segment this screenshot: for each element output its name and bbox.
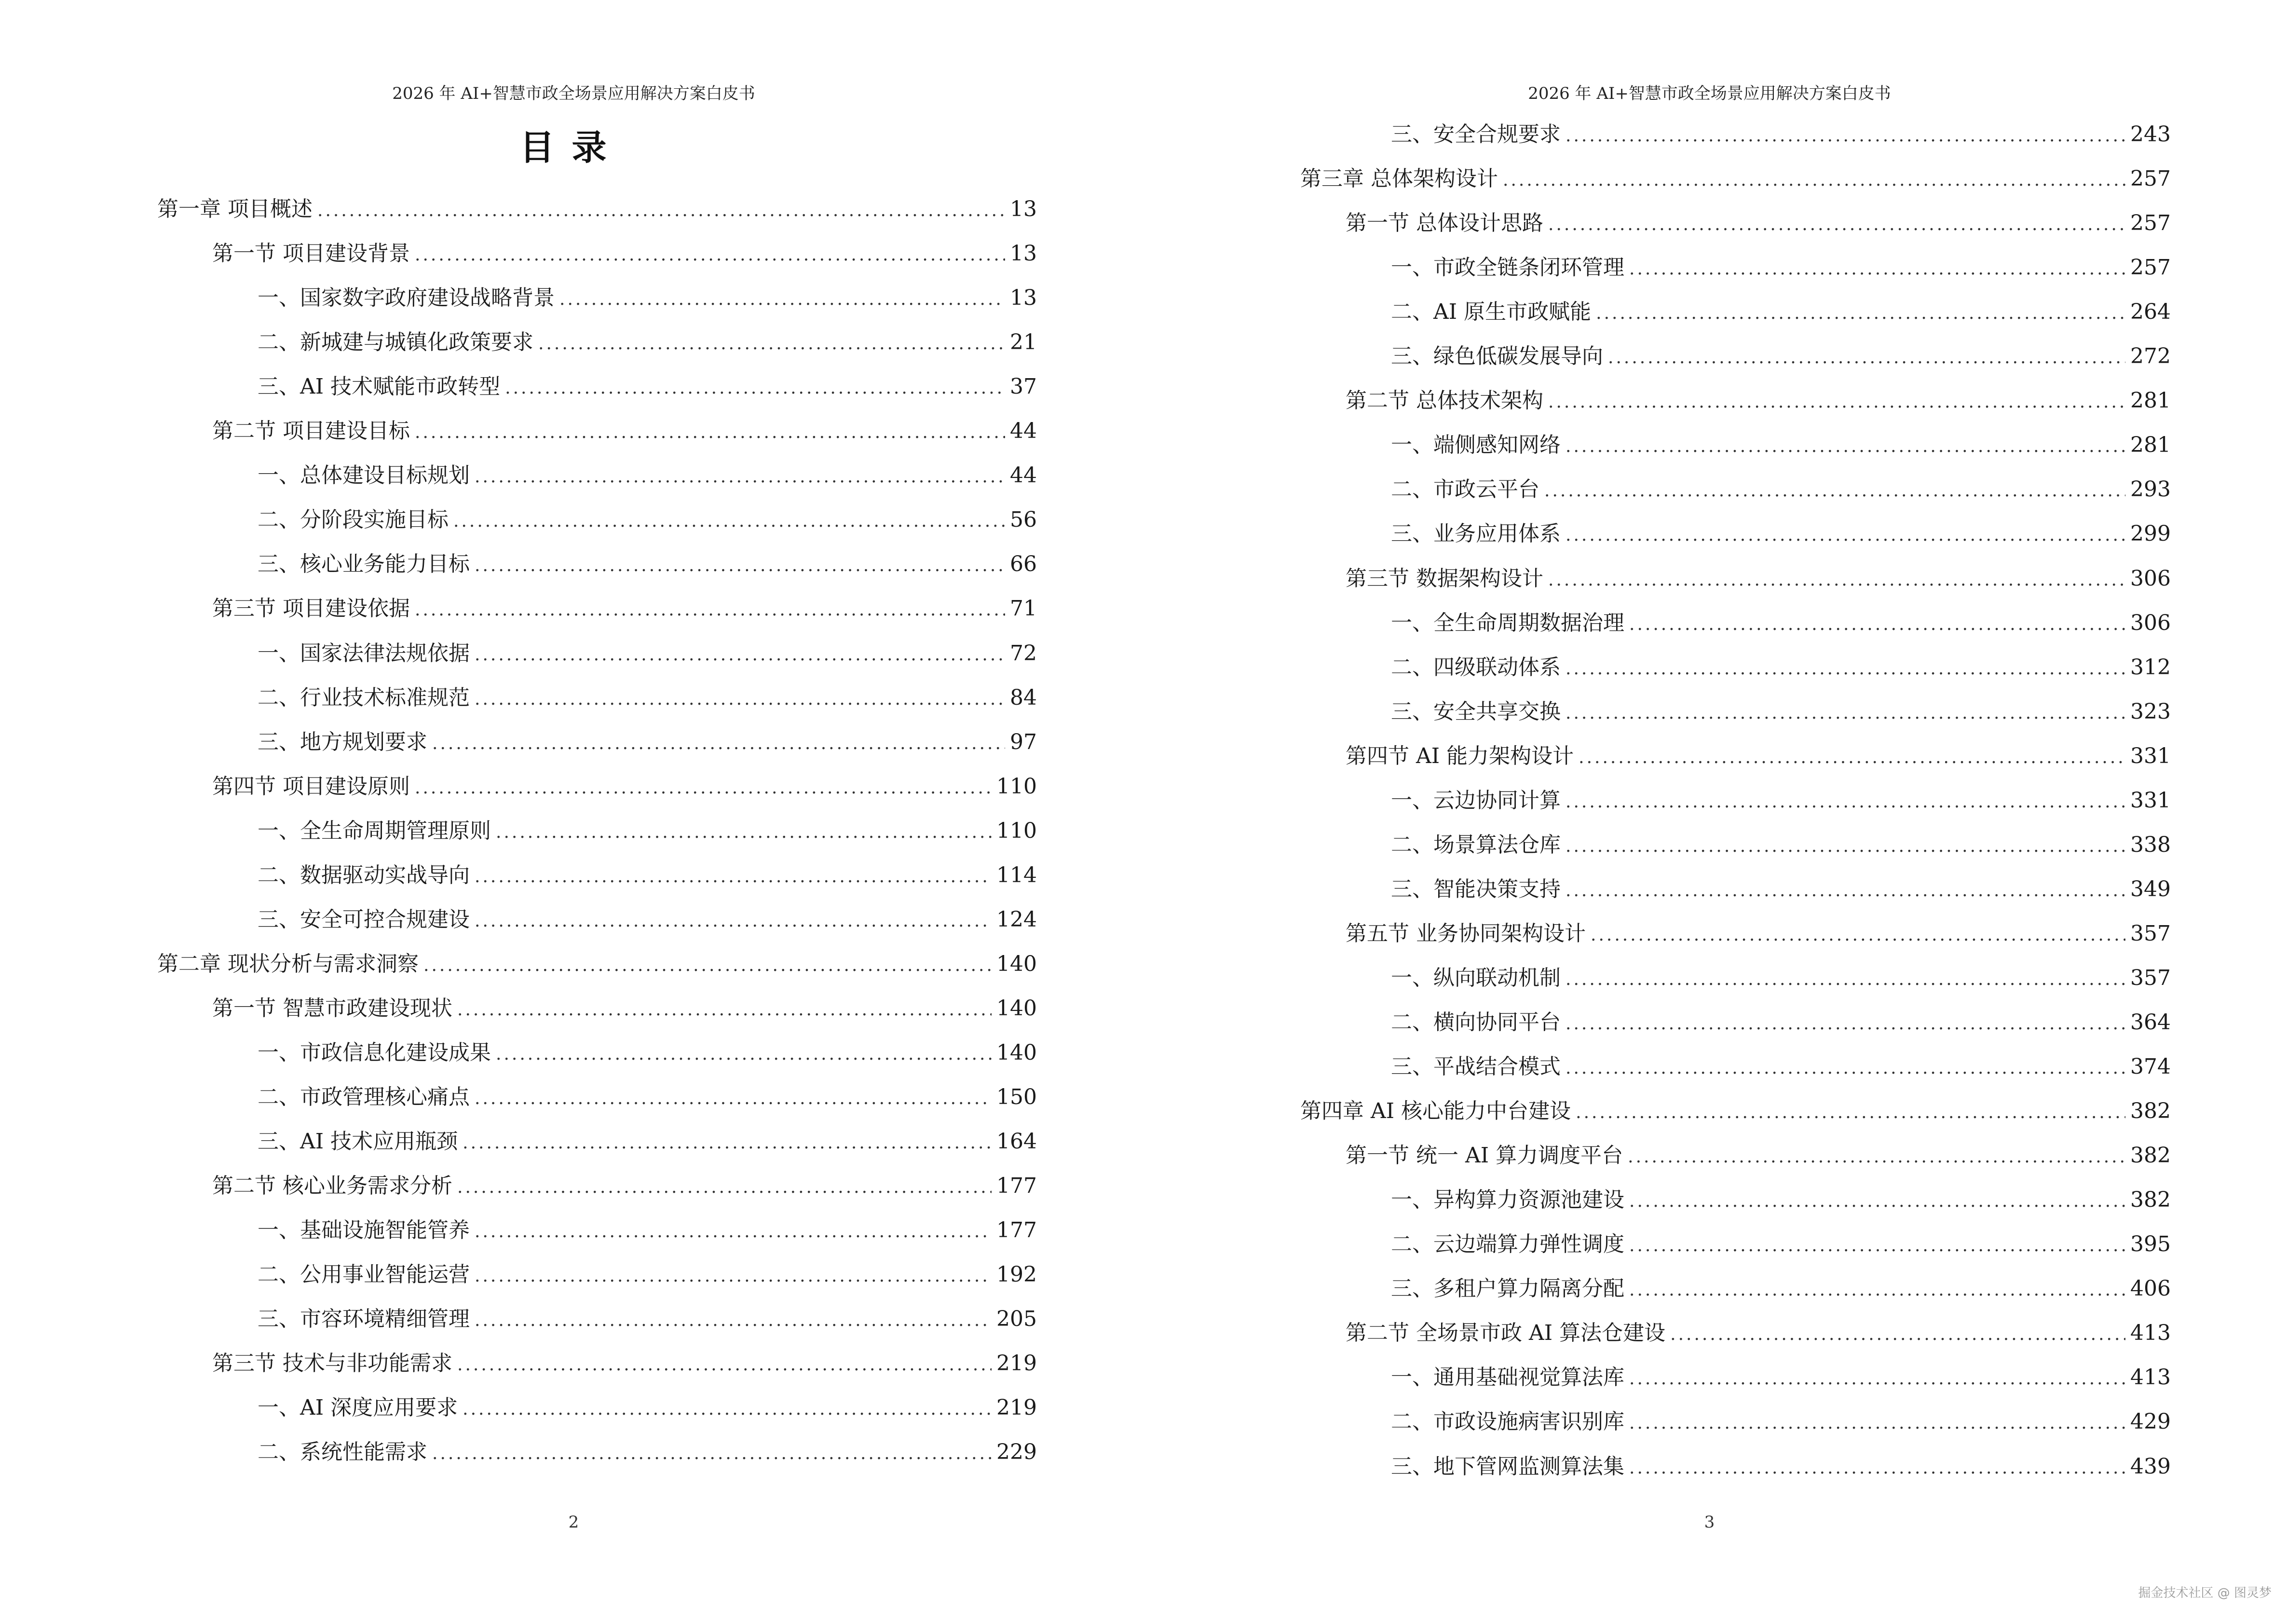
toc-leader-dots (1629, 254, 2125, 285)
toc-leader-dots (475, 550, 1005, 581)
toc-entry[interactable] (258, 549, 1037, 580)
toc-entry[interactable] (1391, 252, 2171, 283)
toc-entry[interactable] (258, 371, 1037, 402)
toc-entry-page: 331 (2130, 743, 2171, 768)
toc-entry-page: 140 (996, 1040, 1037, 1065)
toc-entry[interactable] (1346, 385, 2171, 416)
toc-entry[interactable] (1346, 1318, 2171, 1349)
toc-leader-dots (1544, 476, 2125, 506)
toc-leader-dots (538, 328, 1005, 359)
toc-entry-page: 229 (996, 1440, 1037, 1465)
toc-entry-label: 一、云边协同计算 (1391, 788, 1561, 813)
toc-entry-page: 21 (1010, 330, 1037, 355)
toc-entry[interactable] (258, 638, 1037, 669)
toc-entry-page: 177 (996, 1218, 1037, 1243)
toc-entry[interactable] (1346, 563, 2171, 594)
toc-leader-dots (317, 195, 1005, 226)
toc-entry[interactable] (1391, 430, 2171, 461)
toc-entry-page: 357 (2130, 921, 2171, 946)
toc-entry-label: 三、安全可控合规建设 (258, 907, 470, 932)
toc-entry-page: 272 (2130, 344, 2171, 369)
toc-entry-page: 37 (1010, 374, 1037, 399)
toc-entry[interactable] (1300, 164, 2171, 194)
toc-entry-page: 281 (2130, 433, 2171, 458)
toc-entry[interactable] (1346, 1140, 2171, 1171)
toc-entry-label: 第四节 项目建设原则 (212, 774, 410, 799)
toc-leader-dots (415, 595, 1005, 626)
toc-leader-dots (496, 817, 992, 848)
toc-leader-dots (415, 417, 1005, 448)
toc-leader-dots (475, 640, 1005, 670)
toc-entry-page: 306 (2130, 566, 2171, 591)
toc-entry-label: 二、行业技术标准规范 (258, 685, 470, 710)
toc-entry-label: 第三节 技术与非功能需求 (212, 1351, 452, 1376)
toc-entry-page: 406 (2130, 1276, 2171, 1301)
toc-entry[interactable] (212, 1348, 1037, 1379)
toc-entry-page: 192 (996, 1262, 1037, 1287)
toc-entry-page: 44 (1010, 463, 1037, 488)
toc-entry[interactable] (258, 816, 1037, 846)
toc-entry-label: 二、系统性能需求 (258, 1440, 427, 1465)
toc-entry-label: 一、国家法律法规依据 (258, 641, 470, 666)
toc-leader-dots (1608, 342, 2125, 373)
toc-leader-dots (432, 1438, 992, 1469)
toc-entry-label: 第三节 项目建设依据 (212, 596, 410, 621)
toc-leader-dots (475, 1216, 992, 1247)
toc-entry[interactable] (1391, 519, 2171, 549)
toc-entry-label: 二、市政设施病害识别库 (1391, 1409, 1624, 1434)
toc-entry-page: 205 (996, 1307, 1037, 1332)
toc-entry-label: 一、总体建设目标规划 (258, 463, 470, 488)
toc-entry[interactable] (1391, 1007, 2171, 1038)
toc-entry-label: 三、地下管网监测算法集 (1391, 1454, 1624, 1479)
toc-leader-dots (1628, 1142, 2125, 1173)
toc-leader-dots (415, 773, 992, 804)
toc-entry-page: 293 (2130, 477, 2171, 502)
toc-entry-page: 439 (2130, 1454, 2171, 1479)
toc-entry[interactable] (1391, 1051, 2171, 1082)
toc-entry[interactable] (258, 682, 1037, 713)
toc-leader-dots (1566, 654, 2125, 684)
toc-entry[interactable] (1391, 119, 2171, 150)
toc-entry-page: 84 (1010, 685, 1037, 710)
toc-entry-page: 66 (1010, 552, 1037, 577)
toc-entry[interactable] (258, 283, 1037, 314)
toc-entry-page: 281 (2130, 388, 2171, 413)
toc-entry-page: 331 (2130, 788, 2171, 813)
toc-entry-page: 357 (2130, 965, 2171, 990)
toc-entry[interactable] (1391, 474, 2171, 505)
toc-leader-dots (463, 1394, 992, 1425)
toc-entry-page: 395 (2130, 1232, 2171, 1257)
toc-entry-label: 一、AI 深度应用要求 (258, 1395, 458, 1420)
page-number: 3 (1704, 1513, 1715, 1532)
toc-entry[interactable] (258, 904, 1037, 935)
toc-entry-label: 一、基础设施智能管养 (258, 1218, 470, 1243)
toc-leader-dots (457, 1350, 992, 1380)
toc-leader-dots (1629, 1230, 2125, 1261)
toc-entry-label: 第一节 统一 AI 算力调度平台 (1346, 1143, 1623, 1168)
toc-entry-label: 二、数据驱动实战导向 (258, 862, 470, 887)
toc-entry[interactable] (258, 1392, 1037, 1423)
toc-entry[interactable] (212, 593, 1037, 624)
toc-entry[interactable] (258, 1259, 1037, 1290)
toc-entry[interactable] (1346, 918, 2171, 949)
toc-entry-label: 第三节 数据架构设计 (1346, 566, 1543, 591)
toc-entry-page: 44 (1010, 419, 1037, 444)
toc-entry[interactable] (1391, 696, 2171, 727)
toc-entry-label: 二、新城建与城镇化政策要求 (258, 330, 533, 355)
toc-entry-page: 374 (2130, 1054, 2171, 1079)
toc-leader-dots (1629, 1186, 2125, 1217)
toc-entry-page: 110 (996, 818, 1037, 843)
toc-leader-dots (1629, 609, 2125, 640)
toc-entry-label: 第一节 总体设计思路 (1346, 211, 1543, 236)
toc-leader-dots (457, 1172, 992, 1203)
toc-entry[interactable] (157, 949, 1037, 980)
toc-leader-dots (1629, 1364, 2125, 1394)
toc-leader-dots (1566, 787, 2125, 818)
toc-entry-label: 二、公用事业智能运营 (258, 1262, 470, 1287)
toc-entry-page: 124 (996, 907, 1037, 932)
toc-entry[interactable] (212, 238, 1037, 269)
toc-leader-dots (475, 1305, 992, 1336)
toc-leader-dots (1591, 920, 2125, 951)
toc-entry[interactable] (1391, 874, 2171, 905)
toc-entry-label: 第二节 项目建设目标 (212, 419, 410, 444)
toc-leader-dots (475, 462, 1005, 492)
right-page (1144, 0, 2287, 1624)
toc-entry-label: 一、国家数字政府建设战略背景 (258, 286, 555, 311)
toc-entry-page: 382 (2130, 1143, 2171, 1168)
toc-entry-label: 一、市政全链条闭环管理 (1391, 255, 1624, 280)
toc-entry[interactable] (212, 416, 1037, 447)
toc-entry-label: 二、AI 原生市政赋能 (1391, 300, 1592, 325)
toc-title: 目录 (519, 127, 624, 168)
toc-entry-label: 一、通用基础视觉算法库 (1391, 1365, 1624, 1390)
toc-entry-label: 二、四级联动体系 (1391, 655, 1561, 680)
toc-leader-dots (1503, 165, 2125, 196)
toc-leader-dots (505, 373, 1005, 404)
toc-entry-label: 二、横向协同平台 (1391, 1010, 1561, 1035)
toc-entry[interactable] (258, 505, 1037, 535)
toc-entry-page: 382 (2130, 1099, 2171, 1124)
toc-entry-page: 72 (1010, 641, 1037, 666)
toc-entry[interactable] (1391, 1362, 2171, 1393)
toc-entry-page: 306 (2130, 610, 2171, 635)
toc-leader-dots (423, 950, 992, 981)
toc-entry-label: 三、安全合规要求 (1391, 122, 1561, 147)
toc-entry[interactable] (1391, 963, 2171, 994)
toc-entry[interactable] (258, 1437, 1037, 1468)
toc-leader-dots (1579, 742, 2125, 773)
toc-entry[interactable] (1300, 1096, 2171, 1127)
toc-entry[interactable] (258, 327, 1037, 358)
toc-entry[interactable] (258, 1082, 1037, 1113)
toc-entry-page: 140 (996, 996, 1037, 1021)
toc-entry-label: 三、AI 技术赋能市政转型 (258, 374, 501, 399)
toc-entry-page: 164 (996, 1129, 1037, 1154)
toc-entry-page: 243 (2130, 122, 2171, 147)
toc-leader-dots (453, 506, 1005, 537)
toc-entry-page: 413 (2130, 1321, 2171, 1346)
toc-entry-page: 349 (2130, 876, 2171, 901)
toc-entry-page: 257 (2130, 166, 2171, 191)
toc-leader-dots (1548, 387, 2125, 418)
toc-entry[interactable] (212, 771, 1037, 802)
toc-entry-label: 三、业务应用体系 (1391, 521, 1561, 546)
toc-entry-label: 三、市容环境精细管理 (258, 1307, 470, 1332)
toc-leader-dots (463, 1128, 992, 1159)
toc-leader-dots (1576, 1097, 2125, 1128)
toc-leader-dots (475, 1083, 992, 1114)
toc-leader-dots (1548, 209, 2125, 240)
toc-entry[interactable] (1391, 1406, 2171, 1437)
toc-entry[interactable] (258, 860, 1037, 891)
toc-entry-label: 一、端侧感知网络 (1391, 433, 1561, 458)
toc-entry-label: 第一章 项目概述 (157, 197, 313, 221)
toc-entry-label: 第五节 业务协同架构设计 (1346, 921, 1586, 946)
toc-leader-dots (1670, 1319, 2125, 1350)
toc-entry[interactable] (258, 1037, 1037, 1068)
toc-entry[interactable] (1391, 830, 2171, 860)
toc-entry-page: 413 (2130, 1365, 2171, 1390)
toc-entry-label: 第四节 AI 能力架构设计 (1346, 743, 1574, 768)
toc-leader-dots (475, 684, 1005, 715)
toc-entry[interactable] (212, 993, 1037, 1024)
toc-entry-label: 三、绿色低碳发展导向 (1391, 344, 1603, 369)
toc-entry-page: 177 (996, 1174, 1037, 1199)
toc-entry-page: 323 (2130, 699, 2171, 724)
toc-entry-label: 第四章 AI 核心能力中台建设 (1300, 1099, 1571, 1124)
toc-entry[interactable] (1391, 1229, 2171, 1260)
toc-entry[interactable] (258, 1215, 1037, 1246)
toc-entry-label: 二、市政管理核心痛点 (258, 1085, 470, 1109)
toc-leader-dots (475, 861, 992, 892)
toc-entry-label: 一、全生命周期管理原则 (258, 818, 491, 843)
toc-entry[interactable] (1391, 297, 2171, 328)
toc-entry-page: 114 (996, 862, 1037, 887)
toc-leader-dots (1548, 565, 2125, 596)
toc-entry-label: 第三章 总体架构设计 (1300, 166, 1498, 191)
toc-entry-label: 三、地方规划要求 (258, 729, 427, 754)
watermark: 掘金技术社区 @ 图灵梦 (2138, 1586, 2272, 1600)
toc-leader-dots (1629, 1408, 2125, 1439)
toc-entry-label: 一、异构算力资源池建设 (1391, 1187, 1624, 1213)
page-number: 2 (568, 1513, 579, 1532)
toc-leader-dots (1566, 1009, 2125, 1039)
toc-entry-label: 第二节 核心业务需求分析 (212, 1174, 452, 1199)
toc-entry-page: 299 (2130, 521, 2171, 546)
toc-entry-page: 110 (996, 774, 1037, 799)
toc-entry[interactable] (1391, 1273, 2171, 1304)
toc-entry-page: 140 (996, 951, 1037, 976)
toc-entry-label: 第一节 项目建设背景 (212, 241, 410, 266)
toc-entry-page: 257 (2130, 255, 2171, 280)
toc-entry-page: 312 (2130, 655, 2171, 680)
toc-leader-dots (559, 284, 1005, 315)
toc-leader-dots (1629, 1453, 2125, 1484)
toc-entry[interactable] (1391, 1185, 2171, 1215)
toc-entry-page: 364 (2130, 1010, 2171, 1035)
toc-entry-label: 二、场景算法仓库 (1391, 832, 1561, 857)
toc-entry-label: 三、多租户算力隔离分配 (1391, 1276, 1624, 1301)
toc-entry-page: 71 (1010, 596, 1037, 621)
toc-leader-dots (1629, 1275, 2125, 1306)
toc-entry-page: 429 (2130, 1409, 2171, 1434)
toc-entry-page: 150 (996, 1085, 1037, 1109)
toc-entry-page: 97 (1010, 729, 1037, 754)
toc-leader-dots (1566, 964, 2125, 995)
toc-entry-page: 56 (1010, 507, 1037, 532)
toc-entry[interactable] (258, 1304, 1037, 1335)
toc-leader-dots (1566, 875, 2125, 906)
document-header: 2026 年 AI+智慧市政全场景应用解决方案白皮书 (1528, 84, 1891, 103)
toc-entry-page: 219 (996, 1395, 1037, 1420)
toc-entry[interactable] (157, 194, 1037, 225)
document-header: 2026 年 AI+智慧市政全场景应用解决方案白皮书 (392, 84, 755, 103)
toc-entry-label: 第一节 智慧市政建设现状 (212, 996, 452, 1021)
toc-entry-label: 三、核心业务能力目标 (258, 552, 470, 577)
toc-entry-label: 二、分阶段实施目标 (258, 507, 449, 532)
toc-leader-dots (1566, 698, 2125, 729)
toc-leader-dots (1596, 298, 2125, 329)
toc-entry[interactable] (1346, 741, 2171, 772)
toc-entry-page: 219 (996, 1351, 1037, 1376)
toc-leader-dots (457, 995, 992, 1025)
toc-entry-label: 第二节 总体技术架构 (1346, 388, 1543, 413)
toc-entry-label: 第二章 现状分析与需求洞察 (157, 951, 419, 976)
toc-entry[interactable] (258, 727, 1037, 758)
toc-entry-label: 二、市政云平台 (1391, 477, 1539, 502)
toc-entry-page: 13 (1010, 241, 1037, 266)
toc-leader-dots (432, 728, 1005, 759)
toc-entry-label: 一、纵向联动机制 (1391, 965, 1561, 990)
toc-entry-label: 三、AI 技术应用瓶颈 (258, 1129, 458, 1154)
toc-entry[interactable] (258, 1126, 1037, 1157)
toc-leader-dots (415, 240, 1005, 271)
toc-entry-page: 13 (1010, 197, 1037, 221)
toc-entry-label: 第二节 全场景市政 AI 算法仓建设 (1346, 1321, 1666, 1346)
toc-entry-page: 382 (2130, 1187, 2171, 1213)
toc-entry[interactable] (1391, 608, 2171, 639)
toc-entry-label: 三、智能决策支持 (1391, 876, 1561, 901)
toc-entry[interactable] (1391, 652, 2171, 683)
toc-leader-dots (1566, 831, 2125, 862)
toc-entry-label: 三、平战结合模式 (1391, 1054, 1561, 1079)
toc-leader-dots (1566, 1053, 2125, 1084)
toc-entry-label: 三、安全共享交换 (1391, 699, 1561, 724)
toc-entry[interactable] (1391, 785, 2171, 816)
toc-leader-dots (496, 1039, 992, 1070)
toc-entry-page: 257 (2130, 211, 2171, 236)
toc-entry[interactable] (1391, 1451, 2171, 1482)
toc-leader-dots (1566, 431, 2125, 462)
toc-entry-label: 一、市政信息化建设成果 (258, 1040, 491, 1065)
toc-entry-page: 264 (2130, 300, 2171, 325)
toc-leader-dots (1566, 121, 2125, 151)
toc-leader-dots (475, 906, 992, 937)
toc-entry-label: 二、云边端算力弹性调度 (1391, 1232, 1624, 1257)
toc-entry-label: 一、全生命周期数据治理 (1391, 610, 1624, 635)
toc-leader-dots (1566, 520, 2125, 551)
toc-entry[interactable] (212, 1171, 1037, 1201)
toc-leader-dots (475, 1261, 992, 1292)
toc-entry-page: 13 (1010, 286, 1037, 311)
toc-entry[interactable] (258, 460, 1037, 491)
toc-entry-page: 338 (2130, 832, 2171, 857)
toc-entry[interactable] (1346, 208, 2171, 239)
toc-entry[interactable] (1391, 341, 2171, 372)
